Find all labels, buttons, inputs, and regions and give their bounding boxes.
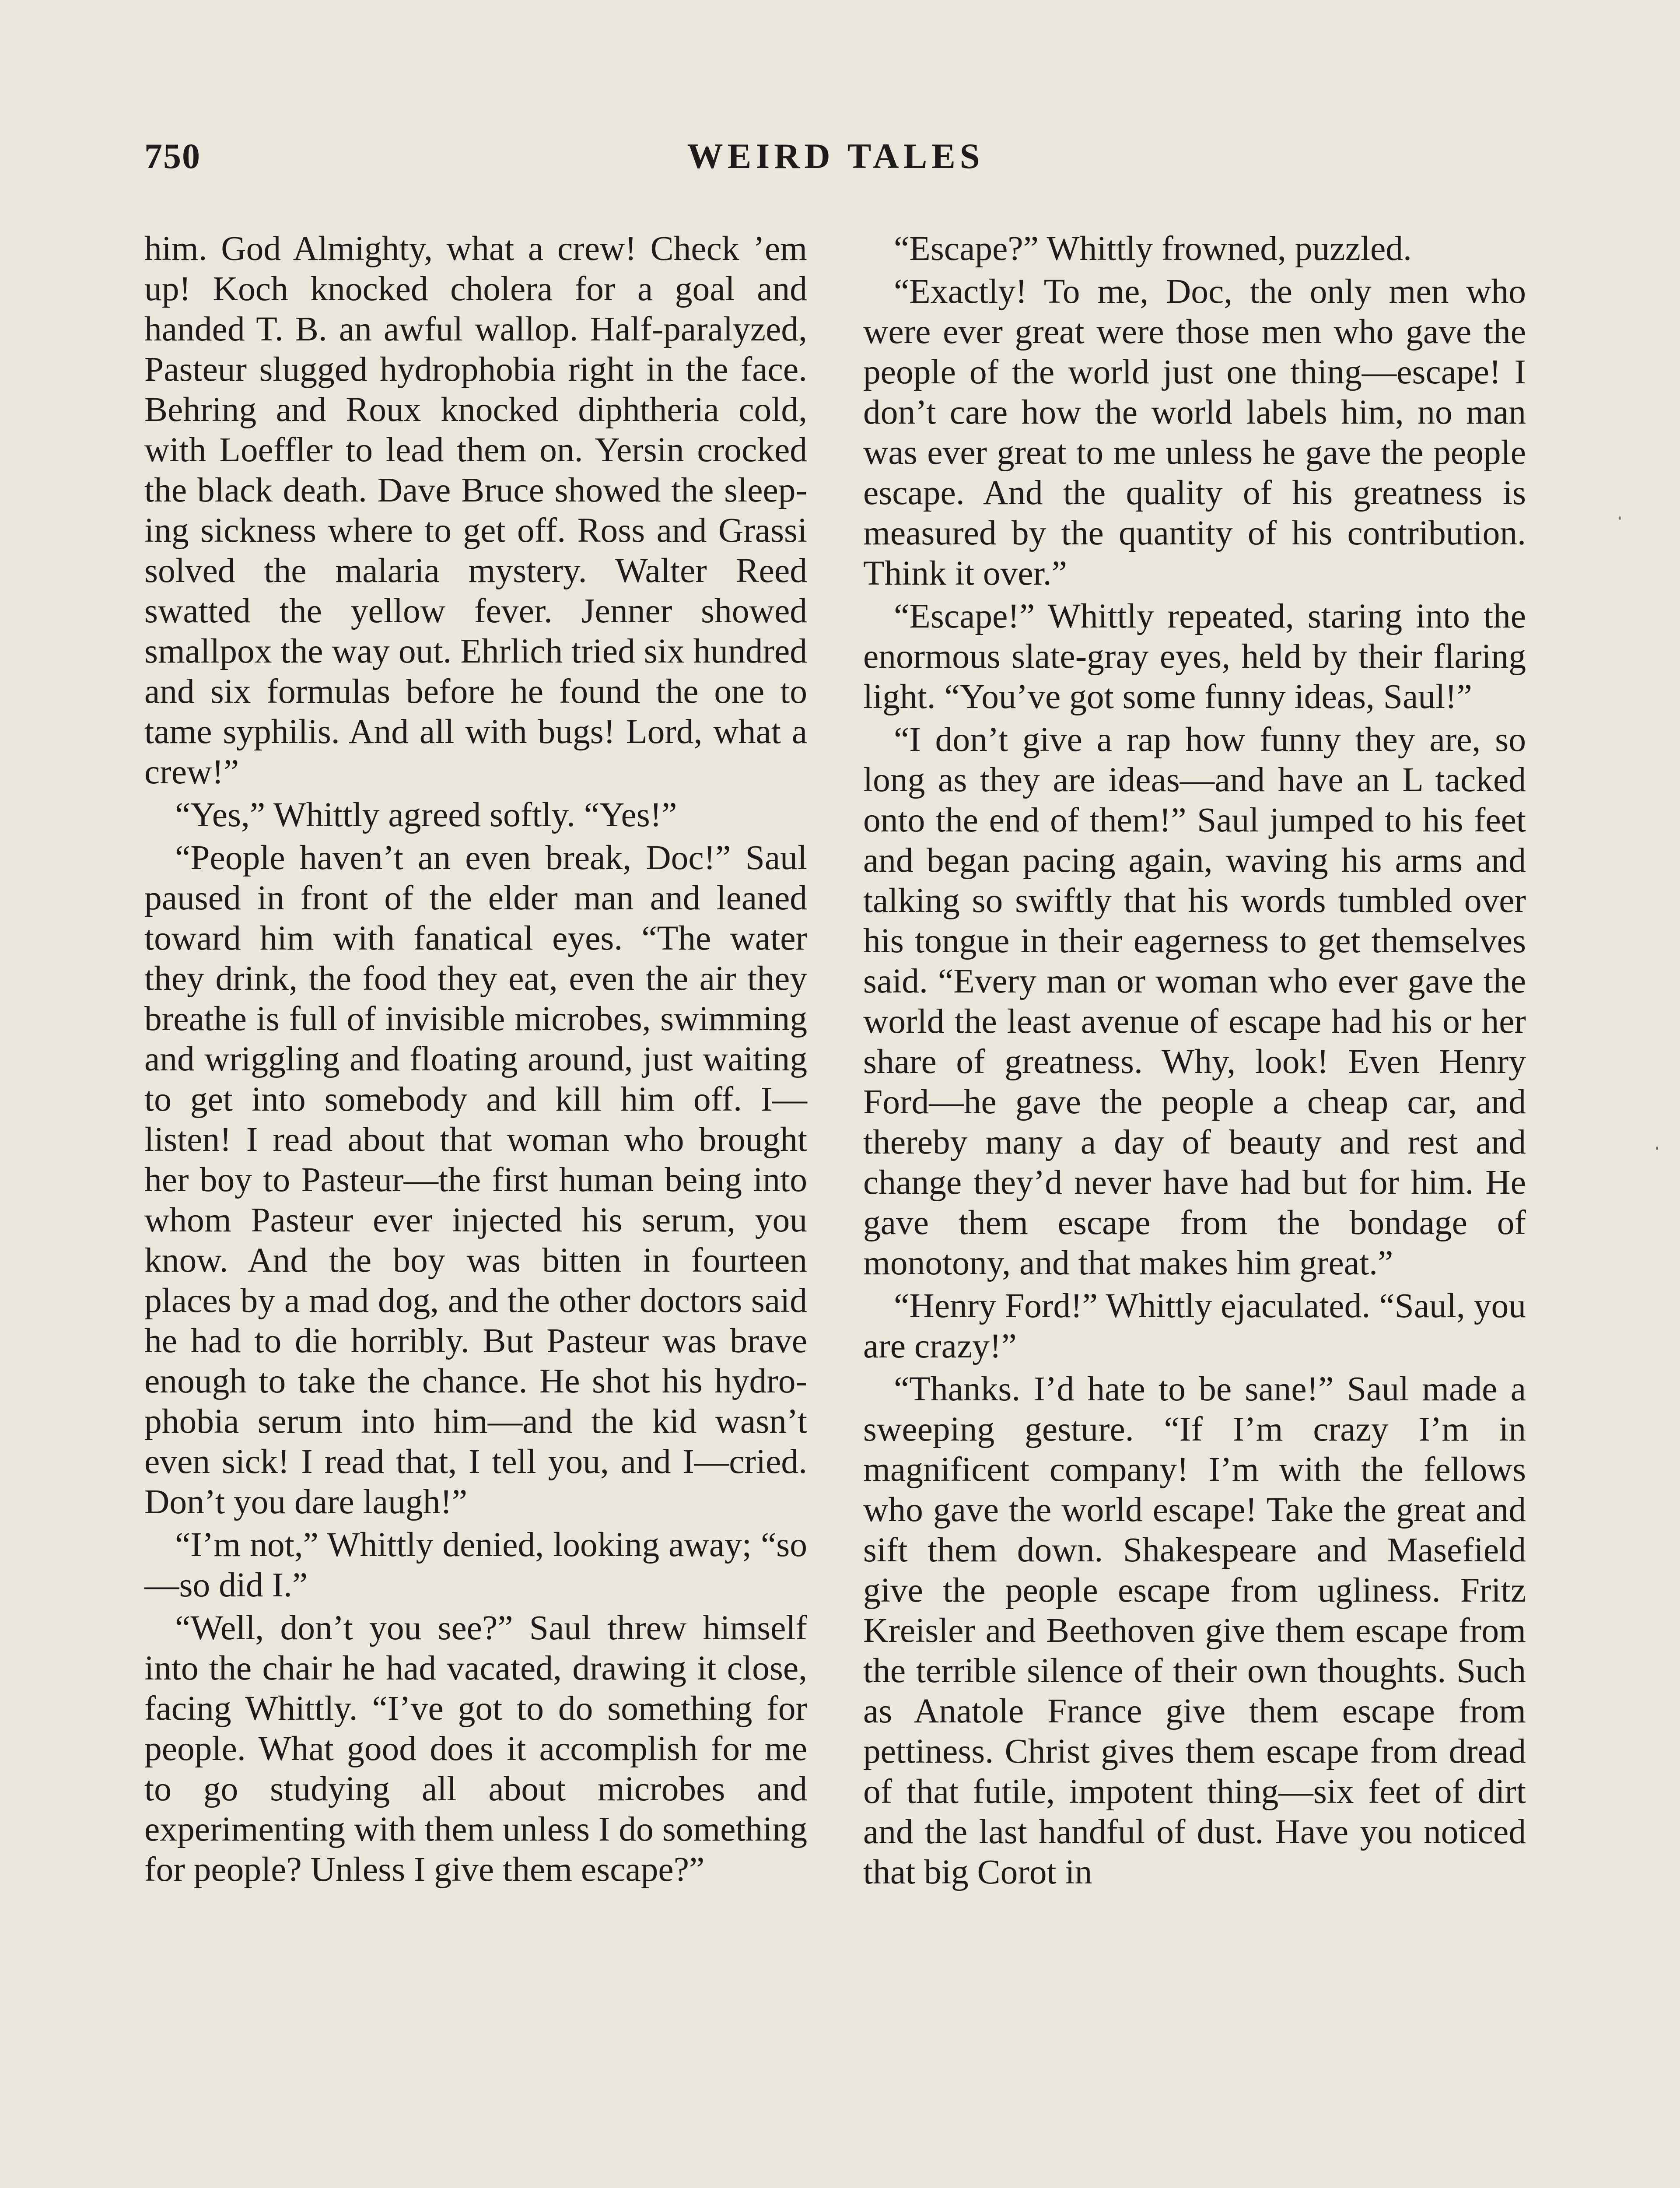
paragraph: “Well, don’t you see?” Saul threw himself into the chair he had vacated, drawing it close, facing Whittly. “I’ve got to do something for people. What good does it accomplish for me to go studying all about microbes and experimenting with them unless I do something for people? Unless I give them escape?” [144,1609,807,1889]
paragraph: “Yes,” Whittly agreed softly. “Yes!” [175,796,677,834]
paper-speck [1656,1147,1658,1150]
paragraph: him. God Almighty, what a crew! Check ’em up! Koch knocked cholera for a goal and handed T. B. an awful wallop. Half-paralyzed, Pasteur slugged hydrophobia right in the face. Behring and Roux knocked diphtheria cold, with Loeffler to lead them on. Yersin crocked the black death. Dave Bruce showed the sleeping sickness where to get off. Ross and Grassi solved the malaria mystery. Walter Reed swatted the yellow fever. Jenner showed smallpox the way out. Ehrlich tried six hundred and six formulas before he found the one to tame syphilis. And all with bugs! Lord, what a crew!” [144,229,807,791]
paragraph: “People haven’t an even break, Doc!” Saul paused in front of the elder man and leaned toward him with fanatical eyes. “The water they drink, the food they eat, even the air they breathe is full of invisible microbes, swimming and wriggling and floating around, just waiting to get into somebody and kill him off. I—listen! I read about that woman who brought her boy to Pasteur—the first human being into whom Pasteur ever injected his serum, you know. And the boy was bitten in fourteen places by a mad dog, and the other doctors said he had to die horribly. But Pasteur was brave enough to take the chance. He shot his hydrophobia serum into him—and the kid wasn’t even sick! I read that, I tell you, and I—cried. Don’t you dare laugh!” [144,838,807,1521]
paragraph: “Henry Ford!” Whittly ejaculated. “Saul, you are crazy!” [863,1287,1526,1365]
left-column [144,228,807,1890]
paper-speck [1619,516,1621,520]
running-head: WEIRD TALES [687,136,984,176]
paragraph: “Escape!” Whittly repeated, staring into the enormous slate-gray eyes, held by their flaring light. “You’ve got some funny ideas, Saul!” [863,597,1526,716]
page-header [144,136,1527,184]
paragraph: “Exactly! To me, Doc, the only men who were ever great were those men who gave the people of the world just one thing—escape! I don’t care how the world labels him, no man was ever great to me unless he gave the people escape. And the quality of his greatness is measured by the quantity of his contribution. Think it over.” [863,272,1526,593]
paragraph: “Thanks. I’d hate to be sane!” Saul made a sweeping gesture. “If I’m crazy I’m in magnificent company! I’m with the fellows who gave the world escape! Take the great and sift them down. Shakespeare and Masefield give the people escape from ugliness. Fritz Kreisler and Beethoven give them escape from the terrible silence of their own thoughts. Such as Anatole France give them escape from pettiness. Christ gives them escape from dread of that futile, impotent thing—six feet of dirt and the last handful of dust. Have you noticed that big Corot in [863,1370,1526,1891]
right-column [863,228,1526,1892]
paragraph: “I’m not,” Whittly denied, looking away; “so—so did I.” [144,1525,807,1604]
page-number: 750 [144,136,201,176]
paragraph: “I don’t give a rap how funny they are, so long as they are ideas—and have an L tacked onto the end of them!” Saul jumped to his feet and began pacing again, waving his arms and talking so swiftly that his words tumbled over his tongue in their eagerness to get themselves said. “Every man or woman who ever gave the world the least avenue of escape had his or her share of greatness. Why, look! Even Henry Ford—he gave the people a cheap car, and thereby many a day of beauty and rest and change they’d never have had but for him. He gave them escape from the bondage of monotony, and that makes him great.” [863,720,1526,1282]
paragraph: “Escape?” Whittly frowned, puzzled. [894,229,1412,268]
